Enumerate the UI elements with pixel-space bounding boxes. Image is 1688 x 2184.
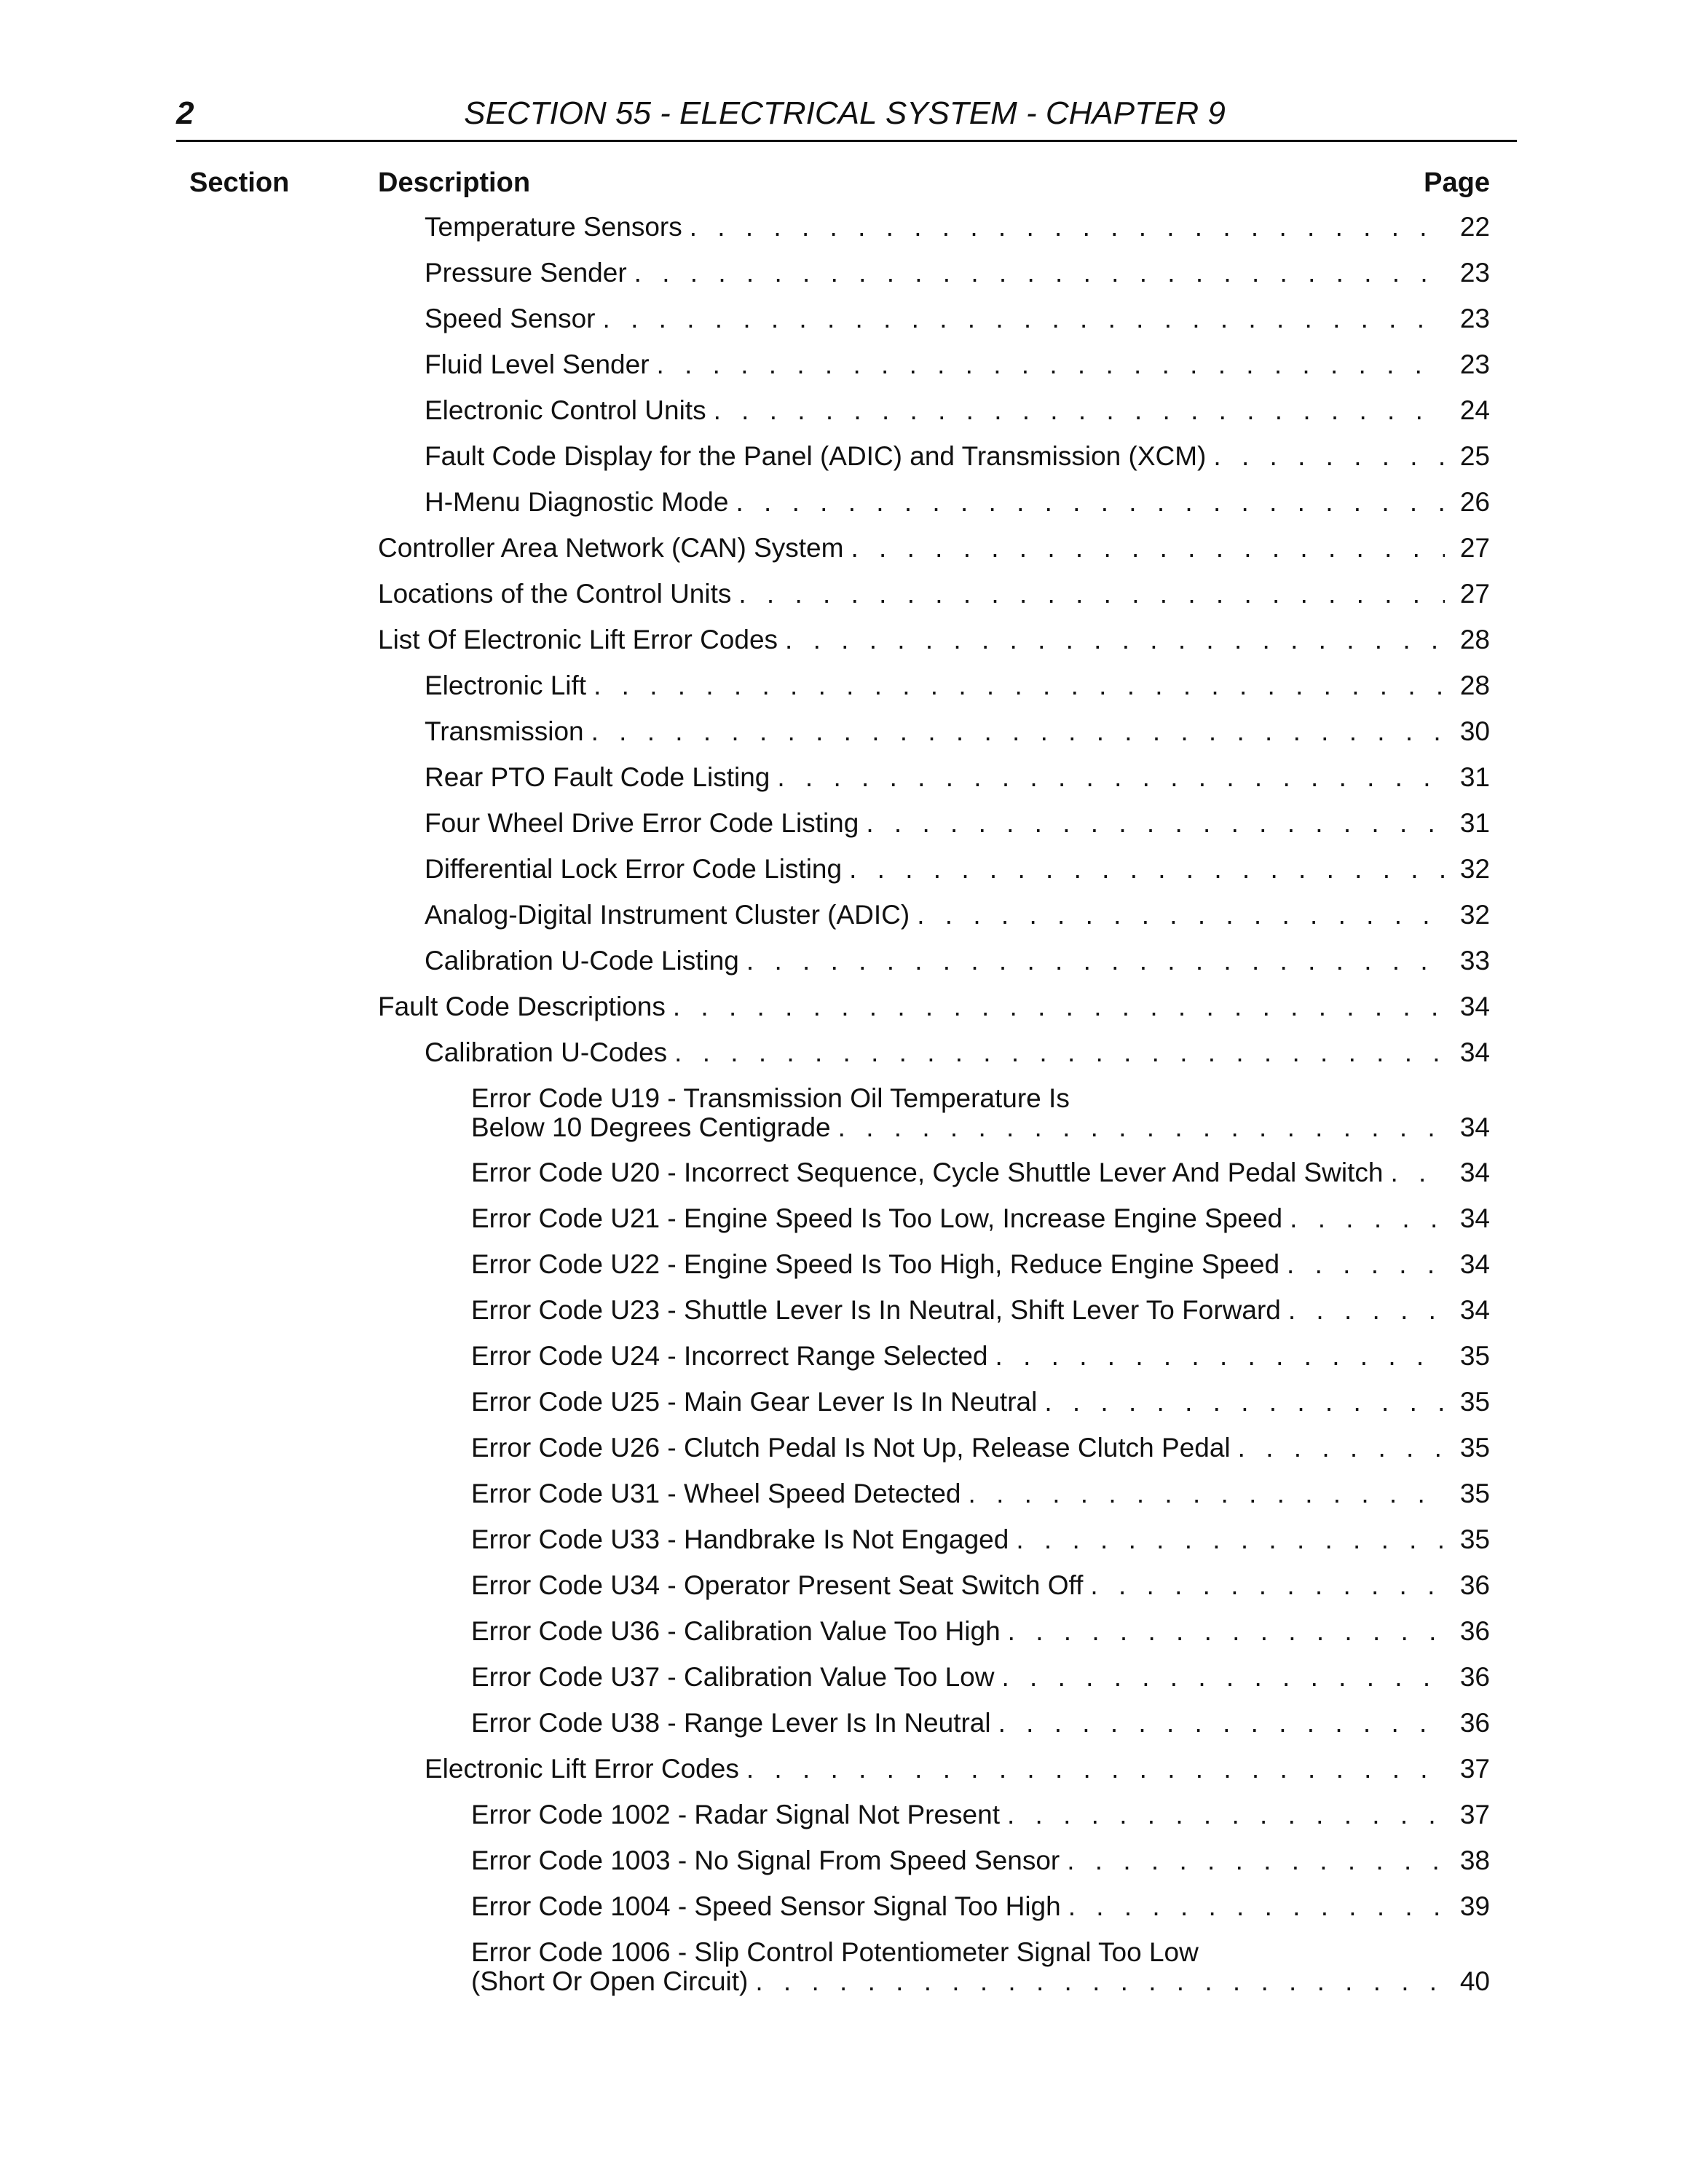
toc-entry-page: 34 (1459, 1295, 1490, 1325)
toc-entry (425, 717, 1490, 746)
dot-leader (634, 258, 1445, 288)
dot-leader (690, 213, 1445, 242)
toc-entry-title: Pressure Sender (425, 258, 627, 288)
dot-leader (714, 396, 1445, 425)
dot-leader (1290, 1204, 1445, 1233)
toc-entry-title: Controller Area Network (CAN) System (378, 533, 844, 563)
toc-entry (425, 1038, 1490, 1067)
toc-entry (425, 1754, 1490, 1784)
toc-entry-page: 27 (1459, 579, 1490, 609)
toc-entry (471, 1296, 1490, 1325)
dot-leader (995, 1342, 1445, 1371)
toc-entry-title: Electronic Lift Error Codes (425, 1754, 739, 1784)
toc-entry (425, 763, 1490, 792)
toc-entry-title: Error Code U21 - Engine Speed Is Too Low, Increase Engine Speed (471, 1203, 1283, 1233)
toc-entry-title: Error Code U38 - Range Lever Is In Neutral (471, 1708, 991, 1738)
toc-entry (425, 946, 1490, 976)
toc-entry-title: Transmission (425, 716, 584, 746)
toc-entry-title: List Of Electronic Lift Error Codes (378, 625, 778, 654)
toc-entry-page: 23 (1459, 349, 1490, 379)
toc-entry (471, 1342, 1490, 1371)
dot-leader (917, 901, 1445, 930)
toc-entry-page: 33 (1459, 946, 1490, 976)
dot-leader (591, 717, 1445, 746)
toc-entry-title: Error Code U20 - Incorrect Sequence, Cycle Shuttle Lever And Pedal Switch (471, 1158, 1384, 1187)
toc-entry (425, 396, 1490, 425)
dot-leader (1008, 1617, 1445, 1646)
toc-entry-title: Fault Code Descriptions (378, 992, 666, 1021)
toc-entry-page: 31 (1459, 808, 1490, 838)
toc-entry-title-continued: Below 10 Degrees Centigrade (471, 1112, 831, 1142)
dot-leader (838, 1113, 1445, 1142)
toc-entry-page: 34 (1459, 1249, 1490, 1279)
running-title: SECTION 55 - ELECTRICAL SYSTEM - CHAPTER 9 (464, 95, 1226, 131)
dot-leader (1288, 1296, 1445, 1325)
dot-leader (1067, 1846, 1445, 1875)
toc-entry-title: Error Code U26 - Clutch Pedal Is Not Up, Release Clutch Pedal (471, 1433, 1231, 1463)
toc-entry-title: Error Code 1002 - Radar Signal Not Present (471, 1800, 1000, 1829)
toc-entry-title: Differential Lock Error Code Listing (425, 854, 843, 884)
toc-entry-page: 25 (1459, 441, 1490, 471)
dot-leader (593, 671, 1445, 700)
toc-entry-page: 40 (1459, 1966, 1490, 1996)
toc-entry (471, 1433, 1490, 1463)
toc-entry-title: Electronic Lift (425, 670, 587, 700)
toc-entry-title: Error Code U25 - Main Gear Lever Is In Neutral (471, 1387, 1038, 1417)
toc-entry (471, 1158, 1490, 1187)
toc-entry-page: 34 (1459, 1037, 1490, 1067)
toc-entry-page: 37 (1459, 1800, 1490, 1829)
toc-entry (378, 534, 1490, 563)
toc-entry (471, 1663, 1490, 1692)
toc-entry (425, 671, 1490, 700)
toc-entry-title: Error Code U37 - Calibration Value Too Low (471, 1662, 995, 1692)
toc-entry-title: Error Code U36 - Calibration Value Too High (471, 1616, 1001, 1646)
dot-leader (738, 579, 1445, 609)
toc-entry (378, 625, 1490, 654)
toc-entry-page: 35 (1459, 1433, 1490, 1463)
toc-entry (425, 442, 1490, 471)
toc-entry-page: 34 (1459, 1203, 1490, 1233)
toc-entry-page: 36 (1459, 1662, 1490, 1692)
toc-entry-page: 35 (1459, 1524, 1490, 1554)
toc-entry-page: 39 (1459, 1891, 1490, 1921)
toc-entry-title: Rear PTO Fault Code Listing (425, 762, 770, 792)
description-column-heading: Description (378, 167, 531, 198)
toc-entry-title: Error Code U22 - Engine Speed Is Too High, Reduce Engine Speed (471, 1249, 1280, 1279)
toc-entry-page: 23 (1459, 304, 1490, 333)
toc-entry (425, 350, 1490, 379)
dot-leader (746, 1754, 1445, 1784)
toc-entry (425, 809, 1490, 838)
toc-entry (425, 901, 1490, 930)
dot-leader (1044, 1388, 1445, 1417)
toc-entry (471, 1204, 1490, 1233)
toc-entry-title: Fault Code Display for the Panel (ADIC) and Transmission (XCM) (425, 441, 1207, 471)
dot-leader (673, 992, 1445, 1021)
dot-leader (851, 534, 1445, 563)
toc-entry (425, 213, 1490, 242)
toc-entry (425, 488, 1490, 517)
toc-entry-title: Error Code U23 - Shuttle Lever Is In Neutral, Shift Lever To Forward (471, 1295, 1281, 1325)
toc-entry (471, 1709, 1490, 1738)
toc-entry (378, 579, 1490, 609)
toc-entry-title: Speed Sensor (425, 304, 596, 333)
toc-entry-page: 22 (1459, 212, 1490, 242)
toc-entry (471, 1388, 1490, 1417)
toc-entry (425, 855, 1490, 884)
toc-entry-title: Error Code U34 - Operator Present Seat Switch Off (471, 1570, 1084, 1600)
dot-leader (785, 625, 1445, 654)
dot-leader (755, 1967, 1445, 1996)
toc-entry (425, 258, 1490, 288)
toc-entry (471, 1938, 1490, 1996)
toc-entry-page: 32 (1459, 900, 1490, 930)
toc-entry-title: H-Menu Diagnostic Mode (425, 487, 729, 517)
toc-entry-page: 31 (1459, 762, 1490, 792)
toc-entry-page: 36 (1459, 1708, 1490, 1738)
toc-entry-title: Error Code 1003 - No Signal From Speed Sensor (471, 1845, 1060, 1875)
toc-entry-title: Four Wheel Drive Error Code Listing (425, 808, 859, 838)
toc-entry-page: 24 (1459, 395, 1490, 425)
toc-entry-page: 28 (1459, 625, 1490, 654)
toc-entry-page: 38 (1459, 1845, 1490, 1875)
toc-entry-page: 37 (1459, 1754, 1490, 1784)
dot-leader (1213, 442, 1445, 471)
dot-leader (1238, 1433, 1445, 1463)
toc-entry-page: 36 (1459, 1570, 1490, 1600)
page-number: 2 (176, 95, 194, 131)
toc-entry-title: Calibration U-Codes (425, 1037, 668, 1067)
toc-entry-title: Fluid Level Sender (425, 349, 650, 379)
toc-entry-title: Locations of the Control Units (378, 579, 732, 609)
dot-leader (969, 1479, 1445, 1508)
dot-leader (866, 809, 1445, 838)
toc-entry-page: 32 (1459, 854, 1490, 884)
dot-leader (1390, 1158, 1445, 1187)
toc-entry (471, 1525, 1490, 1554)
dot-leader (998, 1709, 1445, 1738)
toc-entry (471, 1479, 1490, 1508)
dot-leader (1068, 1892, 1445, 1921)
toc-entry-page: 35 (1459, 1479, 1490, 1508)
dot-leader (1090, 1571, 1445, 1600)
toc-entry-title: Error Code U24 - Incorrect Range Selected (471, 1341, 988, 1371)
toc-entry (471, 1800, 1490, 1829)
dot-leader (1007, 1800, 1445, 1829)
dot-leader (849, 855, 1445, 884)
dot-leader (1287, 1250, 1445, 1279)
dot-leader (735, 488, 1445, 517)
toc-entry-page: 30 (1459, 716, 1490, 746)
toc-entry-page: 35 (1459, 1341, 1490, 1371)
dot-leader (674, 1038, 1445, 1067)
section-column-heading: Section (189, 167, 290, 198)
page-column-heading: Page (1424, 167, 1490, 198)
toc-entry-page: 34 (1459, 1112, 1490, 1142)
toc-entry-title-continued: (Short Or Open Circuit) (471, 1966, 749, 1996)
toc-entry-title: Error Code U19 - Transmission Oil Temperature Is (471, 1083, 1070, 1113)
toc-entry (471, 1846, 1490, 1875)
toc-entry (471, 1571, 1490, 1600)
toc-entry-page: 26 (1459, 487, 1490, 517)
toc-entry-title: Error Code U31 - Wheel Speed Detected (471, 1479, 961, 1508)
toc-entry-title: Temperature Sensors (425, 212, 682, 242)
toc-entry-page: 34 (1459, 1158, 1490, 1187)
toc-entry-page: 27 (1459, 533, 1490, 563)
toc-entry (471, 1084, 1490, 1142)
toc-entry-page: 36 (1459, 1616, 1490, 1646)
dot-leader (777, 763, 1445, 792)
dot-leader (746, 946, 1445, 976)
toc-entry-page: 34 (1459, 992, 1490, 1021)
dot-leader (1016, 1525, 1445, 1554)
toc-entry (471, 1250, 1490, 1279)
dot-leader (1001, 1663, 1445, 1692)
toc-entry-page: 28 (1459, 670, 1490, 700)
toc-entry-title: Error Code 1004 - Speed Sensor Signal Too High (471, 1891, 1061, 1921)
toc-entry-title: Calibration U-Code Listing (425, 946, 739, 976)
dot-leader (657, 350, 1445, 379)
toc-entry (378, 992, 1490, 1021)
toc-entry-page: 23 (1459, 258, 1490, 288)
toc-entry-title: Electronic Control Units (425, 395, 706, 425)
toc-entry (471, 1892, 1490, 1921)
toc-entry-title: Analog-Digital Instrument Cluster (ADIC) (425, 900, 910, 930)
toc-entry-page: 35 (1459, 1387, 1490, 1417)
toc-entry-title: Error Code 1006 - Slip Control Potentiometer Signal Too Low (471, 1937, 1199, 1967)
toc-entry (425, 304, 1490, 333)
dot-leader (603, 304, 1445, 333)
toc-entry-title: Error Code U33 - Handbrake Is Not Engaged (471, 1524, 1009, 1554)
toc-entry (471, 1617, 1490, 1646)
